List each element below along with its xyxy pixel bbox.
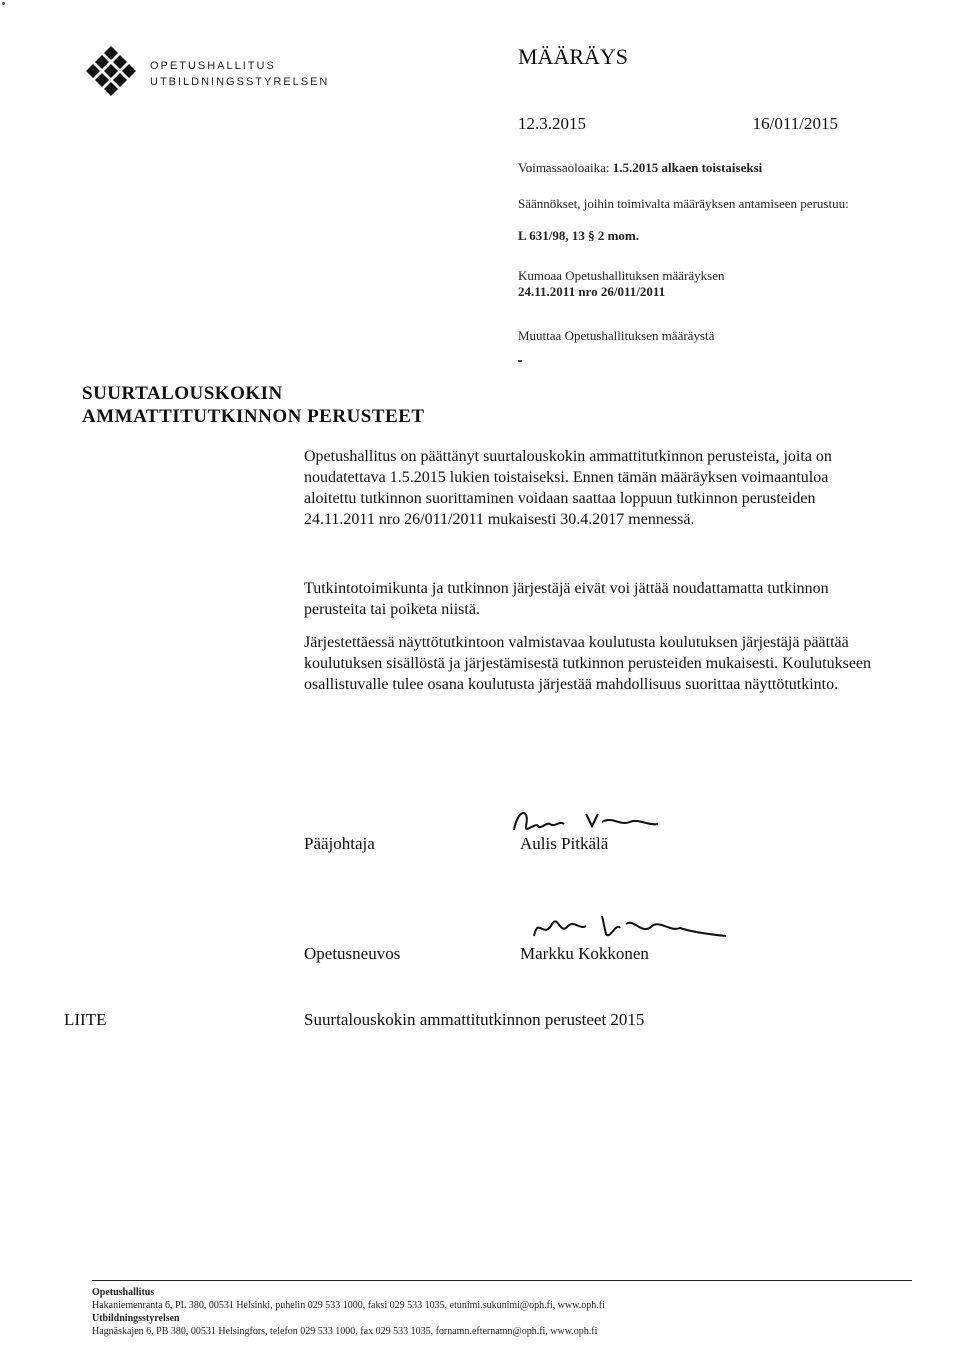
- attachment-label: LIITE: [64, 1010, 107, 1029]
- org-name-fi: OPETUSHALLITUS: [150, 60, 276, 72]
- footer-address-sv: Hagnäskajen 6, PB 380, 00531 Helsingfors, telefon 029 533 1000, fax 029 533 1035, fornamn.efternamn@oph.fi, www.oph.fi: [92, 1326, 598, 1337]
- signer-1-role: Pääjohtaja: [304, 834, 375, 853]
- footer-divider: [92, 1280, 912, 1281]
- validity-label: Voimassaoloaika:: [518, 160, 610, 175]
- signer-2-role: Opetusneuvos: [304, 944, 401, 963]
- org-name-sv: UTBILDNINGSSTYRELSEN: [150, 76, 330, 88]
- footer-org-fi: Opetushallitus: [92, 1287, 155, 1298]
- document-date: 12.3.2015: [518, 114, 586, 133]
- validity: [518, 160, 878, 176]
- signer-2-name: Markku Kokkonen: [520, 944, 649, 963]
- document-title: [82, 382, 425, 428]
- date-number-row: [518, 114, 838, 134]
- attachment-text: Suurtalouskokin ammattitutkinnon perusteet 2015: [304, 1010, 645, 1029]
- validity-value: 1.5.2015 alkaen toistaiseksi: [612, 160, 763, 175]
- body-paragraph-2: Tutkintotoimikunta ja tutkinnon järjestäjä eivät voi jättää noudattamatta tutkinnon perusteita tai poiketa niistä.: [304, 580, 829, 618]
- footer-address-fi: Hakaniemenranta 6, PL 380, 00531 Helsinki, puhelin 029 533 1000, faksi 029 533 1035, etunimi.sukunimi@oph.fi, www.oph.fi: [92, 1300, 605, 1311]
- scan-speck: [2, 2, 5, 5]
- signer-1-name: Aulis Pitkälä: [520, 834, 609, 853]
- authority-reference: L 631/98, 13 § 2 mom.: [518, 228, 639, 243]
- repeals-text: Kumoaa Opetushallituksen määräyksen: [518, 268, 725, 283]
- title-line-2: AMMATTITUTKINNON PERUSTEET: [82, 406, 425, 427]
- title-line-1: SUURTALOUSKOKIN: [82, 383, 283, 404]
- amends-text: Muuttaa Opetushallituksen määräystä: [518, 328, 715, 343]
- body-paragraph-1: Opetushallitus on päättänyt suurtalouskokin ammattitutkinnon perusteista, joita on noudatettava 1.5.2015 lukien toistaiseksi. Ennen tämän määräyksen voimaantuloa aloitettu tutkinnon suorittaminen voidaan saattaa loppuun tutkinnon perusteiden 24.11.2011 nro 26/011/2011 mukaisesti 30.4.2017 mennessä.: [304, 448, 832, 528]
- authority-text: Säännökset, joihin toimivalta määräyksen antamiseen perustuu:: [518, 196, 849, 211]
- opetushallitus-logo-icon: [80, 44, 142, 106]
- body-paragraph-3: Järjestettäessä näyttötutkintoon valmistavaa koulutusta koulutuksen järjestäjä päättää koulutuksen sisällöstä ja järjestämisestä tutkinnon perusteiden mukaisesti. Koulutukseen osallistuvalle tulee osana koulutusta järjestää mahdollisuus suorittaa näyttötutkinto.: [304, 634, 872, 693]
- document-number: 16/011/2015: [752, 114, 838, 133]
- handwritten-signature-2-icon: [530, 906, 730, 946]
- footer: [92, 1286, 605, 1338]
- dash-mark: [518, 360, 522, 362]
- document-type: MÄÄRÄYS: [518, 44, 629, 69]
- repeals-reference: 24.11.2011 nro 26/011/2011: [518, 284, 666, 299]
- footer-org-sv: Utbildningsstyrelsen: [92, 1313, 180, 1324]
